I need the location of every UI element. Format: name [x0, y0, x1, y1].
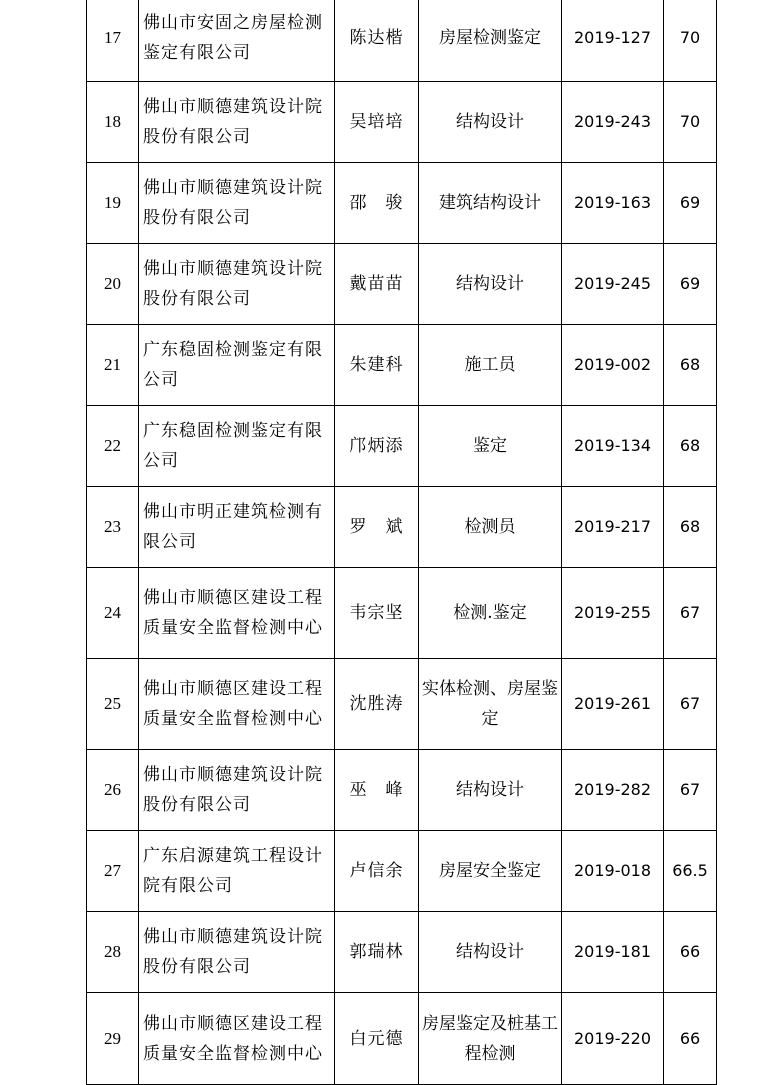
- person-name-cell: 罗 斌: [335, 487, 419, 568]
- certificate-number-cell: 2019-282: [562, 750, 664, 831]
- table-row: [87, 406, 717, 487]
- table-row: [87, 0, 717, 82]
- organization-cell: 广东稳固检测鉴定有限公司: [139, 406, 335, 487]
- table-row: [87, 325, 717, 406]
- row-number: 17: [87, 0, 139, 82]
- row-number: 21: [87, 325, 139, 406]
- certificate-number-cell: 2019-134: [562, 406, 664, 487]
- certificate-number-cell: 2019-220: [562, 993, 664, 1085]
- organization-cell: 佛山市顺德区建设工程质量安全监督检测中心: [139, 568, 335, 659]
- person-name-cell: 陈达楷: [335, 0, 419, 82]
- score-cell: 67: [664, 568, 717, 659]
- certificate-number-cell: 2019-163: [562, 163, 664, 244]
- score-cell: 66: [664, 912, 717, 993]
- row-number: 23: [87, 487, 139, 568]
- person-name-cell: 白元德: [335, 993, 419, 1085]
- person-name-cell: 郭瑞林: [335, 912, 419, 993]
- organization-cell: 广东稳固检测鉴定有限公司: [139, 325, 335, 406]
- person-name-cell: 卢信余: [335, 831, 419, 912]
- score-cell: 70: [664, 0, 717, 82]
- score-cell: 69: [664, 163, 717, 244]
- organization-cell: 广东启源建筑工程设计院有限公司: [139, 831, 335, 912]
- table-row: [87, 993, 717, 1085]
- table-row: [87, 912, 717, 993]
- score-cell: 66: [664, 993, 717, 1085]
- score-cell: 66.5: [664, 831, 717, 912]
- certificate-number-cell: 2019-245: [562, 244, 664, 325]
- certificate-number-cell: 2019-243: [562, 82, 664, 163]
- organization-cell: 佛山市顺德建筑设计院股份有限公司: [139, 82, 335, 163]
- specialty-cell: 房屋检测鉴定: [419, 0, 562, 82]
- person-name-cell: 邵 骏: [335, 163, 419, 244]
- certificate-number-cell: 2019-255: [562, 568, 664, 659]
- organization-cell: 佛山市顺德建筑设计院股份有限公司: [139, 750, 335, 831]
- score-cell: 68: [664, 487, 717, 568]
- table-row: [87, 244, 717, 325]
- person-name-cell: 戴苗苗: [335, 244, 419, 325]
- table-row: [87, 831, 717, 912]
- certificate-number-cell: 2019-181: [562, 912, 664, 993]
- person-name-cell: 朱建科: [335, 325, 419, 406]
- specialty-cell: 鉴定: [419, 406, 562, 487]
- score-cell: 68: [664, 406, 717, 487]
- row-number: 20: [87, 244, 139, 325]
- row-number: 28: [87, 912, 139, 993]
- score-cell: 69: [664, 244, 717, 325]
- row-number: 19: [87, 163, 139, 244]
- organization-cell: 佛山市顺德建筑设计院股份有限公司: [139, 244, 335, 325]
- row-number: 24: [87, 568, 139, 659]
- score-cell: 67: [664, 659, 717, 750]
- specialty-cell: 检测员: [419, 487, 562, 568]
- table-row: [87, 163, 717, 244]
- organization-cell: 佛山市明正建筑检测有限公司: [139, 487, 335, 568]
- specialty-cell: 实体检测、房屋鉴定: [419, 659, 562, 750]
- organization-cell: 佛山市顺德建筑设计院股份有限公司: [139, 163, 335, 244]
- certificate-number-cell: 2019-127: [562, 0, 664, 82]
- person-name-cell: 沈胜涛: [335, 659, 419, 750]
- specialty-cell: 房屋鉴定及桩基工程检测: [419, 993, 562, 1085]
- score-cell: 70: [664, 82, 717, 163]
- specialty-cell: 结构设计: [419, 244, 562, 325]
- person-name-cell: 韦宗坚: [335, 568, 419, 659]
- specialty-cell: 结构设计: [419, 912, 562, 993]
- results-table: [86, 0, 717, 1085]
- score-cell: 68: [664, 325, 717, 406]
- organization-cell: 佛山市安固之房屋检测鉴定有限公司: [139, 0, 335, 82]
- specialty-cell: 房屋安全鉴定: [419, 831, 562, 912]
- row-number: 26: [87, 750, 139, 831]
- specialty-cell: 施工员: [419, 325, 562, 406]
- table-row: [87, 82, 717, 163]
- row-number: 25: [87, 659, 139, 750]
- table-row: [87, 487, 717, 568]
- row-number: 18: [87, 82, 139, 163]
- row-number: 29: [87, 993, 139, 1085]
- person-name-cell: 巫 峰: [335, 750, 419, 831]
- person-name-cell: 吴培培: [335, 82, 419, 163]
- specialty-cell: 建筑结构设计: [419, 163, 562, 244]
- person-name-cell: 邝炳添: [335, 406, 419, 487]
- certificate-number-cell: 2019-018: [562, 831, 664, 912]
- score-cell: 67: [664, 750, 717, 831]
- certificate-number-cell: 2019-217: [562, 487, 664, 568]
- row-number: 22: [87, 406, 139, 487]
- certificate-number-cell: 2019-002: [562, 325, 664, 406]
- table-row: [87, 568, 717, 659]
- specialty-cell: 结构设计: [419, 82, 562, 163]
- certificate-number-cell: 2019-261: [562, 659, 664, 750]
- row-number: 27: [87, 831, 139, 912]
- organization-cell: 佛山市顺德区建设工程质量安全监督检测中心: [139, 993, 335, 1085]
- table-wrapper: [86, 0, 717, 1085]
- specialty-cell: 结构设计: [419, 750, 562, 831]
- specialty-cell: 检测.鉴定: [419, 568, 562, 659]
- table-row: [87, 659, 717, 750]
- organization-cell: 佛山市顺德建筑设计院股份有限公司: [139, 912, 335, 993]
- organization-cell: 佛山市顺德区建设工程质量安全监督检测中心: [139, 659, 335, 750]
- table-row: [87, 750, 717, 831]
